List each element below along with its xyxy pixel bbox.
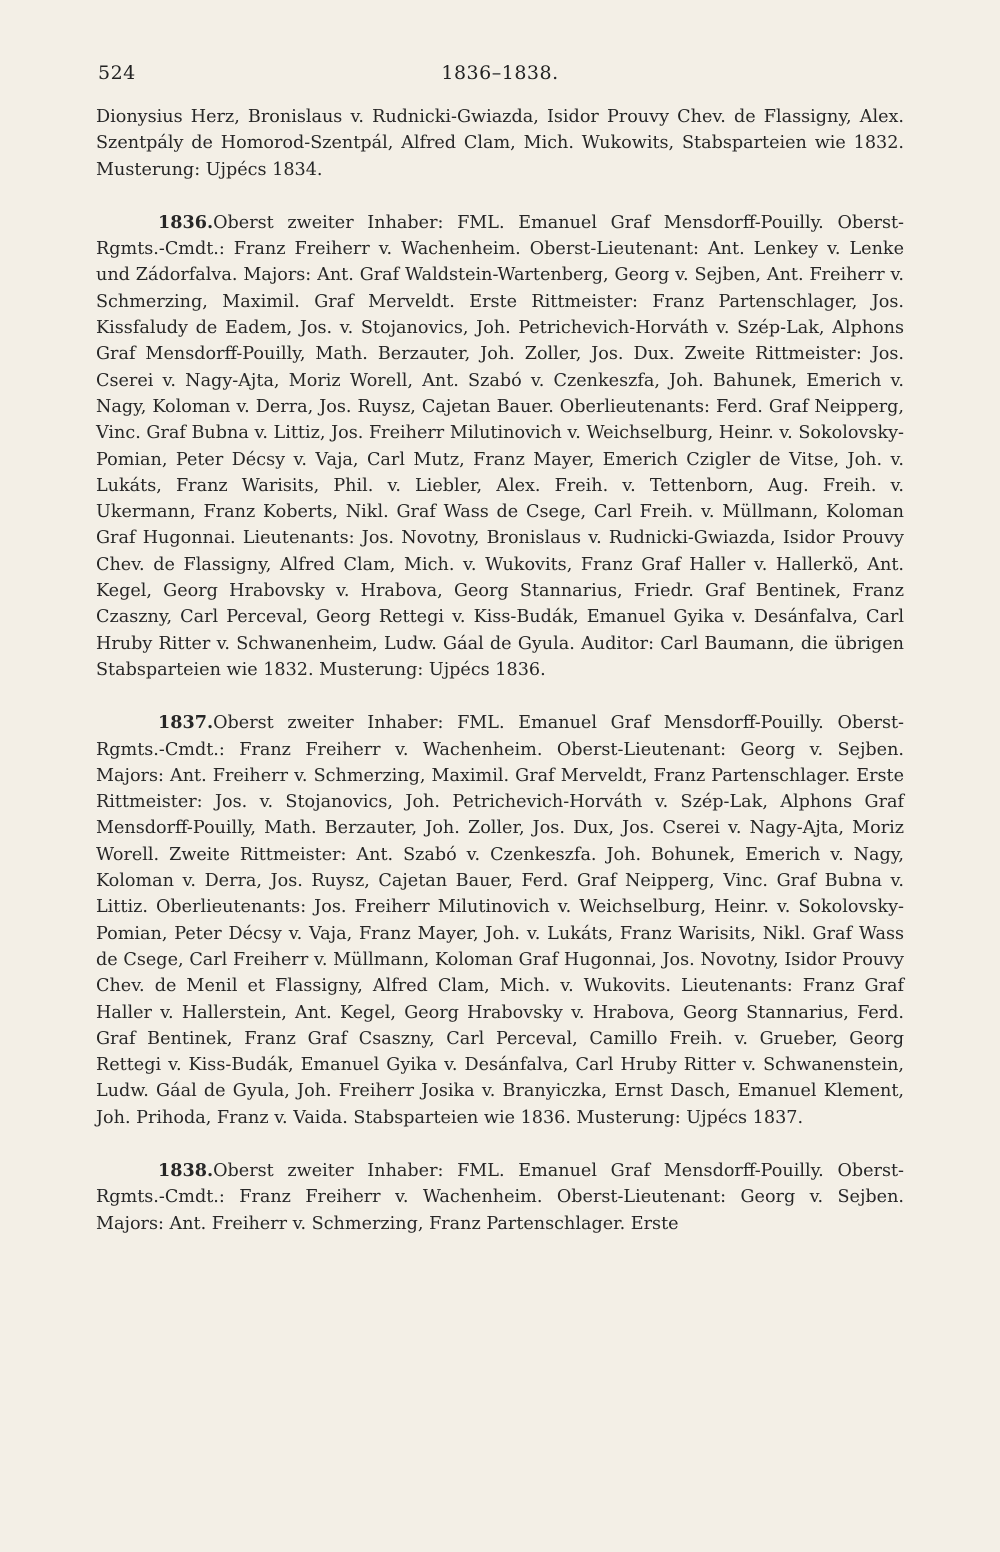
paragraph-text: Oberst zweiter Inhaber: FML. Emanuel Graf Mensdorff-Pouilly. Oberst-Rgmts.-Cmdt.: Franz Freiherr v. Wachenheim. Oberst-Lieutenant: Georg v. Sejben. Majors: Ant. Freiherr v. Schmerzing, Maximil. Graf Merveldt, Franz Partenschlager. Erste Rittmeister: Jos. v. Stojanovics, Joh. Petrichevich-Horváth v. Szép-Lak, Alphons Graf Mensdorff-Pouilly, Math. Berzauter, Joh. Zoller, Jos. Dux, Jos. Cserei v. Nagy-Ajta, Moriz Worell. Zweite Rittmeister: Ant. Szabó v. Czenkeszfa. Joh. Bohunek, Emerich v. Nagy, Koloman v. Derra, Jos. Ruysz, Cajetan Bauer, Ferd. Graf Neipperg, Vinc. Graf Bubna v. Littiz. Oberlieutenants: Jos. Freiherr Milutinovich v. Weichselburg, Heinr. v. Sokolovsky-Pomian, Peter Décsy v. Vaja, Franz Mayer, Joh. v. Lukáts, Franz Warisits, Nikl. Graf Wass de Csege, Carl Freiherr v. Müllmann, Koloman Graf Hugonnai, Jos. Novotny, Isidor Prouvy Chev. de Menil et Flassigny, Alfred Clam, Mich. v. Wukovits. Lieutenants: Franz Graf Haller v. Hallerstein, Ant. Kegel, Georg Hrabovsky v. Hrabova, Georg Stannarius, Ferd. Graf Bentinek, Franz Graf Csaszny, Carl Perceval, Camillo Freih. v. Grueber, Georg Rettegi v. Kiss-Budák, Emanuel Gyika v. Desánfalva, Carl Hruby Ritter v. Schwanenstein, Ludw. Gáal de Gyula, Joh. Freiherr Josika v. Branyiczka, Ernst Dasch, Emanuel Klement, Joh. Prihoda, Franz v. Vaida. Stabsparteien wie 1836. Musterung: Ujpécs 1837.	[96, 713, 904, 1128]
page-header	[96, 62, 904, 96]
year-heading: 1836.	[158, 211, 214, 233]
page-number: 524	[98, 62, 136, 84]
running-title: 1836–1838.	[441, 62, 559, 84]
paragraph-1838	[96, 1158, 904, 1237]
year-heading: 1837.	[158, 712, 214, 734]
paragraph-continuation	[96, 104, 904, 183]
paragraph-1836	[96, 210, 904, 683]
paragraph-text: Oberst zweiter Inhaber: FML. Emanuel Graf Mensdorff-Pouilly. Oberst-Rgmts.-Cmdt.: Franz Freiherr v. Wachenheim. Oberst-Lieutenant: Georg v. Sejben. Majors: Ant. Freiherr v. Schmerzing, Franz Partenschlager. Erste	[96, 1160, 904, 1234]
page-body	[96, 104, 904, 1237]
paragraph-text: Oberst zweiter Inhaber: FML. Emanuel Graf Mensdorff-Pouilly. Oberst-Rgmts.-Cmdt.: Franz Freiherr v. Wachenheim. Oberst-Lieutenant: Ant. Lenkey v. Lenke und Zádorfalva. Majors: Ant. Graf Waldstein-Wartenberg, Georg v. Sejben, Ant. Freiherr v. Schmerzing, Maximil. Graf Merveldt. Erste Rittmeister: Franz Partenschlager, Jos. Kissfaludy de Eadem, Jos. v. Stojanovics, Joh. Petrichevich-Horváth v. Szép-Lak, Alphons Graf Mensdorff-Pouilly, Math. Berzauter, Joh. Zoller, Jos. Dux. Zweite Rittmeister: Jos. Cserei v. Nagy-Ajta, Moriz Worell, Ant. Szabó v. Czenkeszfa, Joh. Bahunek, Emerich v. Nagy, Koloman v. Derra, Jos. Ruysz, Cajetan Bauer. Oberlieutenants: Ferd. Graf Neipperg, Vinc. Graf Bubna v. Littiz, Jos. Freiherr Milutinovich v. Weichselburg, Heinr. v. Sokolovsky-Pomian, Peter Décsy v. Vaja, Carl Mutz, Franz Mayer, Emerich Czigler de Vitse, Joh. v. Lukáts, Franz Warisits, Phil. v. Liebler, Alex. Freih. v. Tettenborn, Aug. Freih. v. Ukermann, Franz Koberts, Nikl. Graf Wass de Csege, Carl Freih. v. Müllmann, Koloman Graf Hugonnai. Lieutenants: Jos. Novotny, Bronislaus v. Rudnicki-Gwiazda, Isidor Prouvy Chev. de Flassigny, Alfred Clam, Mich. v. Wukovits, Franz Graf Haller v. Hallerkö, Ant. Kegel, Georg Hrabovsky v. Hrabova, Georg Stannarius, Friedr. Graf Bentinek, Franz Czaszny, Carl Perceval, Georg Rettegi v. Kiss-Budák, Emanuel Gyika v. Desánfalva, Carl Hruby Ritter v. Schwanenheim, Ludw. Gáal de Gyula. Auditor: Carl Baumann, die übrigen Stabsparteien wie 1832. Musterung: Ujpécs 1836.	[96, 212, 904, 680]
paragraph-text: Dionysius Herz, Bronislaus v. Rudnicki-Gwiazda, Isidor Prouvy Chev. de Flassigny, Alex. Szentpály de Homorod-Szentpál, Alfred Clam, Mich. Wukowits, Stabsparteien wie 1832. Musterung: Ujpécs 1834.	[96, 107, 904, 180]
year-heading: 1838.	[158, 1159, 214, 1181]
paragraph-1837	[96, 710, 904, 1131]
